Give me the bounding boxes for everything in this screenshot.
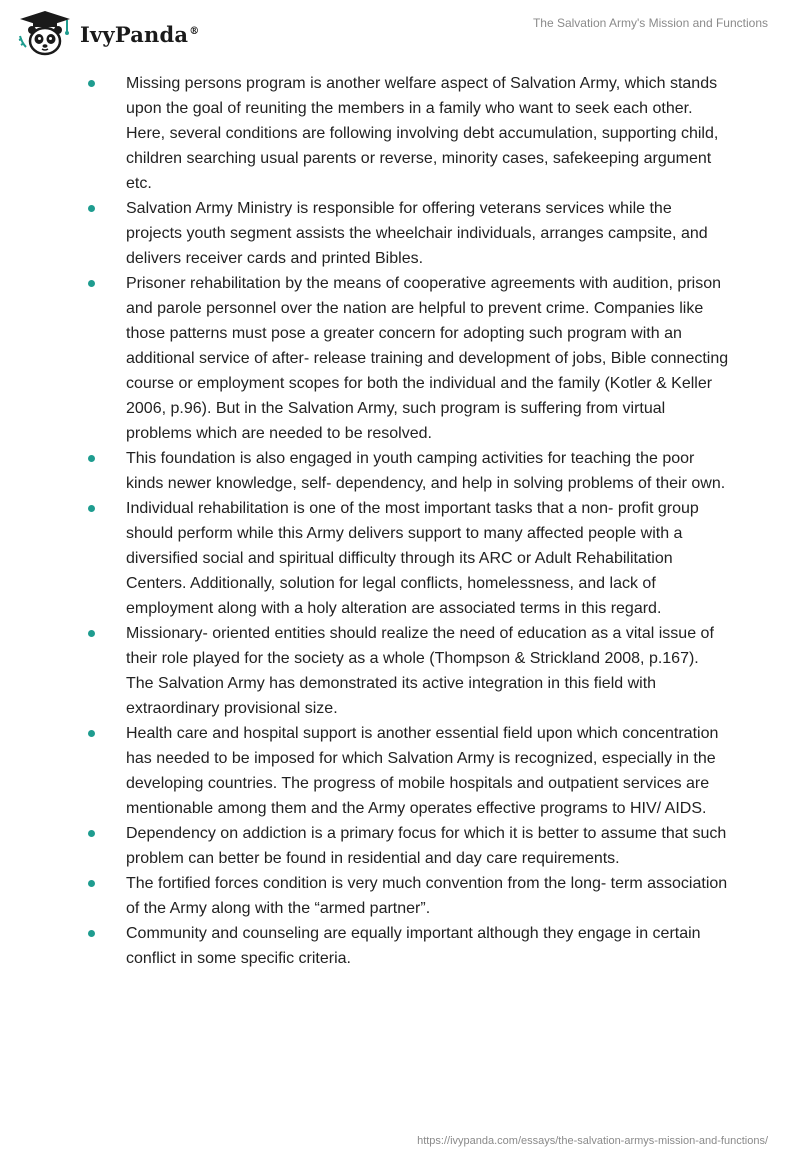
bullet-icon [88, 80, 95, 87]
list-item-text: Prisoner rehabilitation by the means of cooperative agreements with audition, prison and parole personnel over the nation are helpful to prevent crime. Companies like those patterns must pose a greater concern for adopting such program with an additional service of after- release training and development of jobs, Bible connecting course or employment scopes for both the individual and the family (Kotler & Keller 2006, p.96). But in the Salvation Army, such program is suffering from virtual problems which are needed to be resolved. [126, 275, 729, 442]
bullet-icon [88, 505, 95, 512]
list-item-text: Individual rehabilitation is one of the most important tasks that a non- profit group should perform while this Army delivers support to many affected people with a diversified social and spiritual difficulty through its ARC or Adult Rehabilitation Centers. Additionally, solution for legal conflicts, homelessness, and lack of employment along with a holy alteration are associated terms in this regard. [126, 500, 699, 617]
page-header [0, 0, 800, 60]
document-title: The Salvation Army's Mission and Functions [532, 16, 768, 30]
essay-content [0, 71, 800, 971]
ivypanda-logo[interactable] [16, 10, 199, 56]
list-item [0, 721, 800, 821]
bullet-icon [88, 280, 95, 287]
bullet-icon [88, 930, 95, 937]
list-item-text: Dependency on addiction is a primary focus for which it is better to assume that such problem can better be found in residential and day care requirements. [126, 825, 727, 867]
bullet-list [0, 71, 800, 971]
bullet-icon [88, 205, 95, 212]
list-item [0, 496, 800, 621]
brand-name [80, 22, 199, 47]
bullet-icon [88, 455, 95, 462]
list-item-text: Salvation Army Ministry is responsible for offering veterans services while the projects youth segment assists the wheelchair individuals, arranges campsite, and delivers receiver cards and printed Bibles. [126, 200, 708, 267]
panda-graduate-icon [16, 10, 74, 56]
bullet-icon [88, 830, 95, 837]
list-item [0, 71, 800, 196]
list-item-text: Community and counseling are equally important although they engage in certain conflict in some specific criteria. [126, 925, 701, 967]
list-item [0, 196, 800, 271]
brand-name-text: IvyPanda [80, 21, 189, 47]
list-item [0, 621, 800, 721]
list-item-text: Missing persons program is another welfare aspect of Salvation Army, which stands upon the goal of reuniting the members in a family who want to seek each other. Here, several conditions are following involving debt accumulation, supporting child, children searching usual parents or reverse, minority cases, safekeeping argument etc. [126, 75, 719, 192]
bullet-icon [88, 880, 95, 887]
bullet-icon [88, 630, 95, 637]
list-item [0, 871, 800, 921]
bullet-icon [88, 730, 95, 737]
list-item-text: Missionary- oriented entities should realize the need of education as a vital issue of their role played for the society as a whole (Thompson & Strickland 2008, p.167). The Salvation Army has demonstrated its active integration in this field with extraordinary provisional size. [126, 625, 714, 717]
list-item-text: The fortified forces condition is very much convention from the long- term association of the Army along with the “armed partner”. [126, 875, 728, 917]
list-item-text: This foundation is also engaged in youth camping activities for teaching the poor kinds newer knowledge, self- dependency, and help in solving problems of their own. [126, 450, 726, 492]
list-item [0, 271, 800, 446]
list-item [0, 821, 800, 871]
list-item-text: Health care and hospital support is another essential field upon which concentration has needed to be imposed for which Salvation Army is recognized, especially in the developing countries. The progress of mobile hospitals and outpatient services are mentionable among them and the Army operates effective programs to HIV/ AIDS. [126, 725, 719, 817]
list-item [0, 446, 800, 496]
registered-mark: ® [189, 25, 200, 37]
list-item [0, 921, 800, 971]
source-url-link[interactable]: https://ivypanda.com/essays/the-salvation-armys-mission-and-functions/ [417, 1135, 768, 1147]
